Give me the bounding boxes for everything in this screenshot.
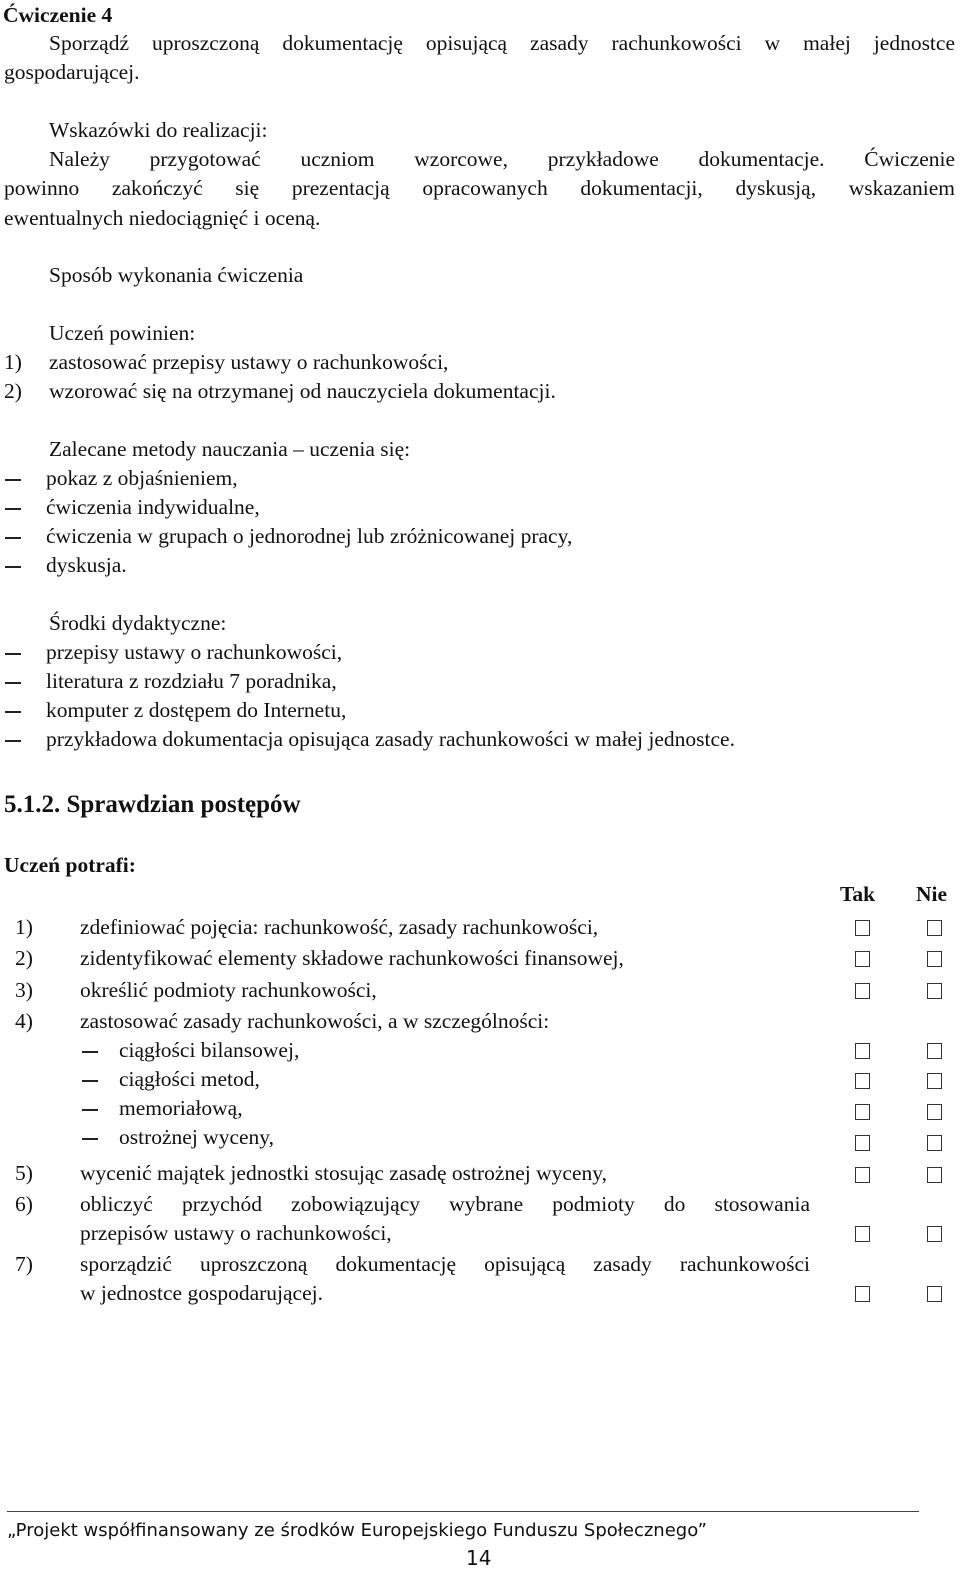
no-checkbox[interactable] <box>927 1043 942 1059</box>
task-text-line1: Sporządź uproszczoną dokumentację opisującą zasady rachunkowości w małej jednostce <box>49 31 955 55</box>
progress-item-text: obliczyć przychód zobowiązujący wybrane podmioty do stosowania <box>80 1192 810 1216</box>
no-checkbox[interactable] <box>927 1167 942 1183</box>
didactic-title: Środki dydaktyczne: <box>49 611 227 635</box>
teaching-method-item: ćwiczenia w grupach o jednorodnej lub zróżnicowanej pracy, <box>46 524 573 548</box>
yes-checkbox[interactable] <box>855 1104 870 1120</box>
hints-line3: ewentualnych niedociągnięć i oceną. <box>4 206 321 230</box>
progress-subitem-text: ostrożnej wyceny, <box>119 1125 275 1149</box>
didactic-item: komputer z dostępem do Internetu, <box>46 698 347 722</box>
footer-text: „Projekt współfinansowany ze środków Europejskiego Funduszu Społecznego” <box>7 1520 707 1541</box>
progress-subheading: Uczeń potrafi: <box>4 853 136 877</box>
yes-checkbox[interactable] <box>855 920 870 936</box>
dash-bullet <box>82 1098 98 1120</box>
step-text: wzorować się na otrzymanej od nauczyciela dokumentacji. <box>49 379 556 403</box>
yes-checkbox[interactable] <box>855 1167 870 1183</box>
no-checkbox[interactable] <box>927 951 942 967</box>
teaching-method-item: dyskusja. <box>46 553 127 577</box>
no-checkbox[interactable] <box>927 1104 942 1120</box>
dash-bullet <box>82 1069 98 1091</box>
method-title: Sposób wykonania ćwiczenia <box>49 263 304 287</box>
teaching-methods-title: Zalecane metody nauczania – uczenia się: <box>49 437 411 461</box>
progress-item-text: wycenić majątek jednostki stosując zasadę ostrożnej wyceny, <box>80 1161 607 1185</box>
progress-item-text-cont: w jednostce gospodarującej. <box>80 1281 323 1305</box>
progress-item-num: 3) <box>15 978 33 1002</box>
no-checkbox[interactable] <box>927 983 942 999</box>
didactic-item: literatura z rozdziału 7 poradnika, <box>46 669 337 693</box>
progress-item-num: 4) <box>15 1009 33 1033</box>
didactic-item: przepisy ustawy o rachunkowości, <box>46 640 343 664</box>
dash-bullet <box>5 700 21 722</box>
teaching-method-item: pokaz z objaśnieniem, <box>46 466 238 490</box>
progress-item-num: 1) <box>15 915 33 939</box>
progress-subitem-text: memoriałową, <box>119 1096 243 1120</box>
no-checkbox[interactable] <box>927 1073 942 1089</box>
yes-checkbox[interactable] <box>855 1226 870 1242</box>
yes-checkbox[interactable] <box>855 983 870 999</box>
progress-heading: 5.1.2. Sprawdzian postępów <box>4 791 301 818</box>
dash-bullet <box>5 729 21 751</box>
dash-bullet <box>5 468 21 490</box>
dash-bullet <box>5 555 21 577</box>
yes-checkbox[interactable] <box>855 1073 870 1089</box>
dash-bullet <box>5 642 21 664</box>
dash-bullet <box>5 497 21 519</box>
step-num: 1) <box>4 350 22 374</box>
dash-bullet <box>5 526 21 548</box>
yes-checkbox[interactable] <box>855 951 870 967</box>
no-checkbox[interactable] <box>927 920 942 936</box>
dash-bullet <box>82 1040 98 1062</box>
progress-item-num: 6) <box>15 1192 33 1216</box>
footer-divider <box>7 1511 919 1512</box>
no-checkbox[interactable] <box>927 1286 942 1302</box>
progress-item-text: zastosować zasady rachunkowości, a w szczególności: <box>80 1009 550 1033</box>
step-num: 2) <box>4 379 22 403</box>
no-checkbox[interactable] <box>927 1135 942 1151</box>
progress-item-text: sporządzić uproszczoną dokumentację opisującą zasady rachunkowości <box>80 1252 810 1276</box>
col-no-header: Nie <box>916 882 948 906</box>
progress-subitem-text: ciągłości bilansowej, <box>119 1038 300 1062</box>
progress-item-num: 7) <box>15 1252 33 1276</box>
task-text-line2: gospodarującej. <box>4 60 140 84</box>
hints-line2: powinno zakończyć się prezentacją opracowanych dokumentacji, dyskusją, wskazaniem <box>4 176 955 200</box>
col-yes-header: Tak <box>840 882 876 906</box>
dash-bullet <box>5 671 21 693</box>
hints-title: Wskazówki do realizacji: <box>49 118 268 142</box>
didactic-item: przykładowa dokumentacja opisująca zasady rachunkowości w małej jednostce. <box>46 727 735 751</box>
page-number: 14 <box>466 1546 492 1570</box>
no-checkbox[interactable] <box>927 1226 942 1242</box>
yes-checkbox[interactable] <box>855 1286 870 1302</box>
progress-item-text: zdefiniować pojęcia: rachunkowość, zasady rachunkowości, <box>80 915 599 939</box>
step-text: zastosować przepisy ustawy o rachunkowości, <box>49 350 449 374</box>
progress-item-text-cont: przepisów ustawy o rachunkowości, <box>80 1221 392 1245</box>
teaching-method-item: ćwiczenia indywidualne, <box>46 495 260 519</box>
progress-item-text: określić podmioty rachunkowości, <box>80 978 377 1002</box>
yes-checkbox[interactable] <box>855 1135 870 1151</box>
progress-item-num: 2) <box>15 946 33 970</box>
exercise-title: Ćwiczenie 4 <box>3 3 113 27</box>
progress-subitem-text: ciągłości metod, <box>119 1067 260 1091</box>
progress-item-text: zidentyfikować elementy składowe rachunkowości finansowej, <box>80 946 624 970</box>
student-should: Uczeń powinien: <box>49 321 196 345</box>
yes-checkbox[interactable] <box>855 1043 870 1059</box>
progress-item-num: 5) <box>15 1161 33 1185</box>
hints-line1: Należy przygotować uczniom wzorcowe, przykładowe dokumentacje. Ćwiczenie <box>49 147 955 171</box>
dash-bullet <box>82 1127 98 1149</box>
